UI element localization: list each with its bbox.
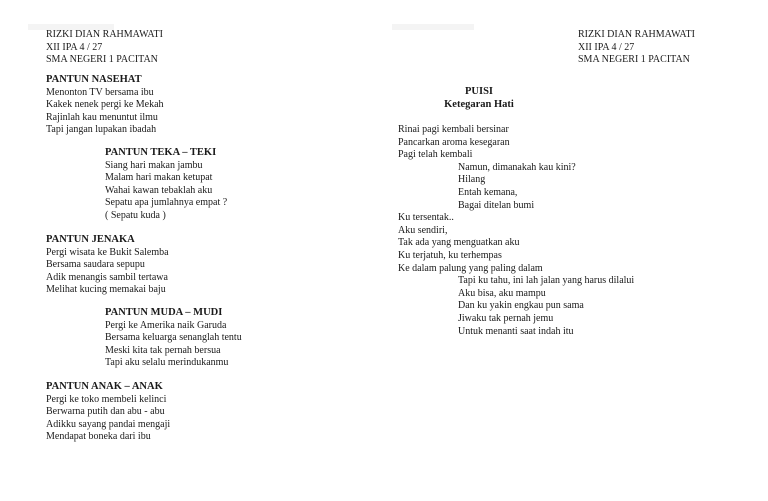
poem-line: Tapi ku tahu, ini lah jalan yang harus dilalui <box>458 275 635 287</box>
section-title: PANTUN NASEHAT <box>46 74 142 85</box>
verse-line: Rajinlah kau menuntut ilmu <box>46 111 158 123</box>
verse-line: Pergi ke Amerika naik Garuda <box>105 319 227 331</box>
bleed-through-mark-right <box>392 24 474 30</box>
verse-line: Mendapat boneka dari ibu <box>46 431 151 443</box>
poem-stanza-2 <box>458 162 576 212</box>
poem-line: Namun, dimanakah kau kini? <box>458 161 576 173</box>
section-title: PANTUN MUDA – MUDI <box>105 307 223 318</box>
poem-line: Pagi telah kembali <box>398 149 473 161</box>
verse-line: Adik menangis sambil tertawa <box>46 271 168 283</box>
section-title: PANTUN TEKA – TEKI <box>105 147 217 158</box>
pantun-jenaka <box>46 234 169 297</box>
section-title: PANTUN JENAKA <box>46 234 135 245</box>
poem-line: Aku sendiri, <box>398 224 448 236</box>
verse-line: Adikku sayang pandai mengaji <box>46 418 171 430</box>
poem-line: Ku terjatuh, ku terhempas <box>398 249 502 261</box>
riddle-answer: ( Sepatu kuda ) <box>105 209 166 221</box>
poem-line: Aku bisa, aku mampu <box>458 287 546 299</box>
verse-line: Tapi jangan lupakan ibadah <box>46 124 157 136</box>
poem-title: Ketegaran Hati <box>444 98 514 110</box>
poem-line: Hilang <box>458 174 486 186</box>
poem-line: Untuk menanti saat indah itu <box>458 325 574 337</box>
poem-line: Tak ada yang menguatkan aku <box>398 237 520 249</box>
poem-stanza-4 <box>458 275 634 338</box>
poem-line: Entah kemana, <box>458 186 518 198</box>
verse-line: Wahai kawan tebaklah aku <box>105 184 213 196</box>
student-school: SMA NEGERI 1 PACITAN <box>578 54 690 66</box>
poem-line: Jiwaku tak pernah jemu <box>458 312 554 324</box>
poem-line: Pancarkan aroma kesegaran <box>398 136 510 148</box>
verse-line: Meski kita tak pernah bersua <box>105 344 221 356</box>
verse-line: Bersama keluarga senanglah tentu <box>105 332 242 344</box>
student-name: RIZKI DIAN RAHMAWATI <box>46 29 163 40</box>
verse-line: Malam hari makan ketupat <box>105 172 213 184</box>
puisi-heading <box>414 86 544 111</box>
poem-label: PUISI <box>464 86 493 97</box>
poem-line: Dan ku yakin engkau pun sama <box>458 300 584 312</box>
poem-line: Bagai ditelan bumi <box>458 199 535 211</box>
header-right <box>578 29 695 67</box>
header-left <box>46 29 163 67</box>
verse-line: Menonton TV bersama ibu <box>46 86 154 98</box>
poem-line: Ku tersentak.. <box>398 212 454 224</box>
section-title: PANTUN ANAK – ANAK <box>46 381 163 392</box>
verse-line: Melihat kucing memakai baju <box>46 284 166 296</box>
verse-line: Bersama saudara sepupu <box>46 259 145 271</box>
poem-stanza-1 <box>398 124 510 162</box>
pantun-teka-teki <box>105 147 227 223</box>
verse-line: Tapi aku selalu merindukanmu <box>105 357 229 369</box>
verse-line: Sepatu apa jumlahnya empat ? <box>105 197 228 209</box>
student-class: XII IPA 4 / 27 <box>578 41 635 53</box>
student-school: SMA NEGERI 1 PACITAN <box>46 54 158 66</box>
verse-line: Siang hari makan jambu <box>105 159 203 171</box>
pantun-anak-anak <box>46 381 170 444</box>
verse-line: Kakek nenek pergi ke Mekah <box>46 99 164 111</box>
pantun-nasehat <box>46 74 164 137</box>
verse-line: Pergi wisata ke Bukit Salemba <box>46 246 169 258</box>
poem-line: Rinai pagi kembali bersinar <box>398 124 509 135</box>
student-class: XII IPA 4 / 27 <box>46 41 103 53</box>
poem-stanza-3 <box>398 212 543 275</box>
verse-line: Pergi ke toko membeli kelinci <box>46 393 167 405</box>
student-name: RIZKI DIAN RAHMAWATI <box>578 29 695 40</box>
pantun-muda-mudi <box>105 307 242 370</box>
verse-line: Berwarna putih dan abu - abu <box>46 406 165 418</box>
poem-line: Ke dalam palung yang paling dalam <box>398 262 543 274</box>
